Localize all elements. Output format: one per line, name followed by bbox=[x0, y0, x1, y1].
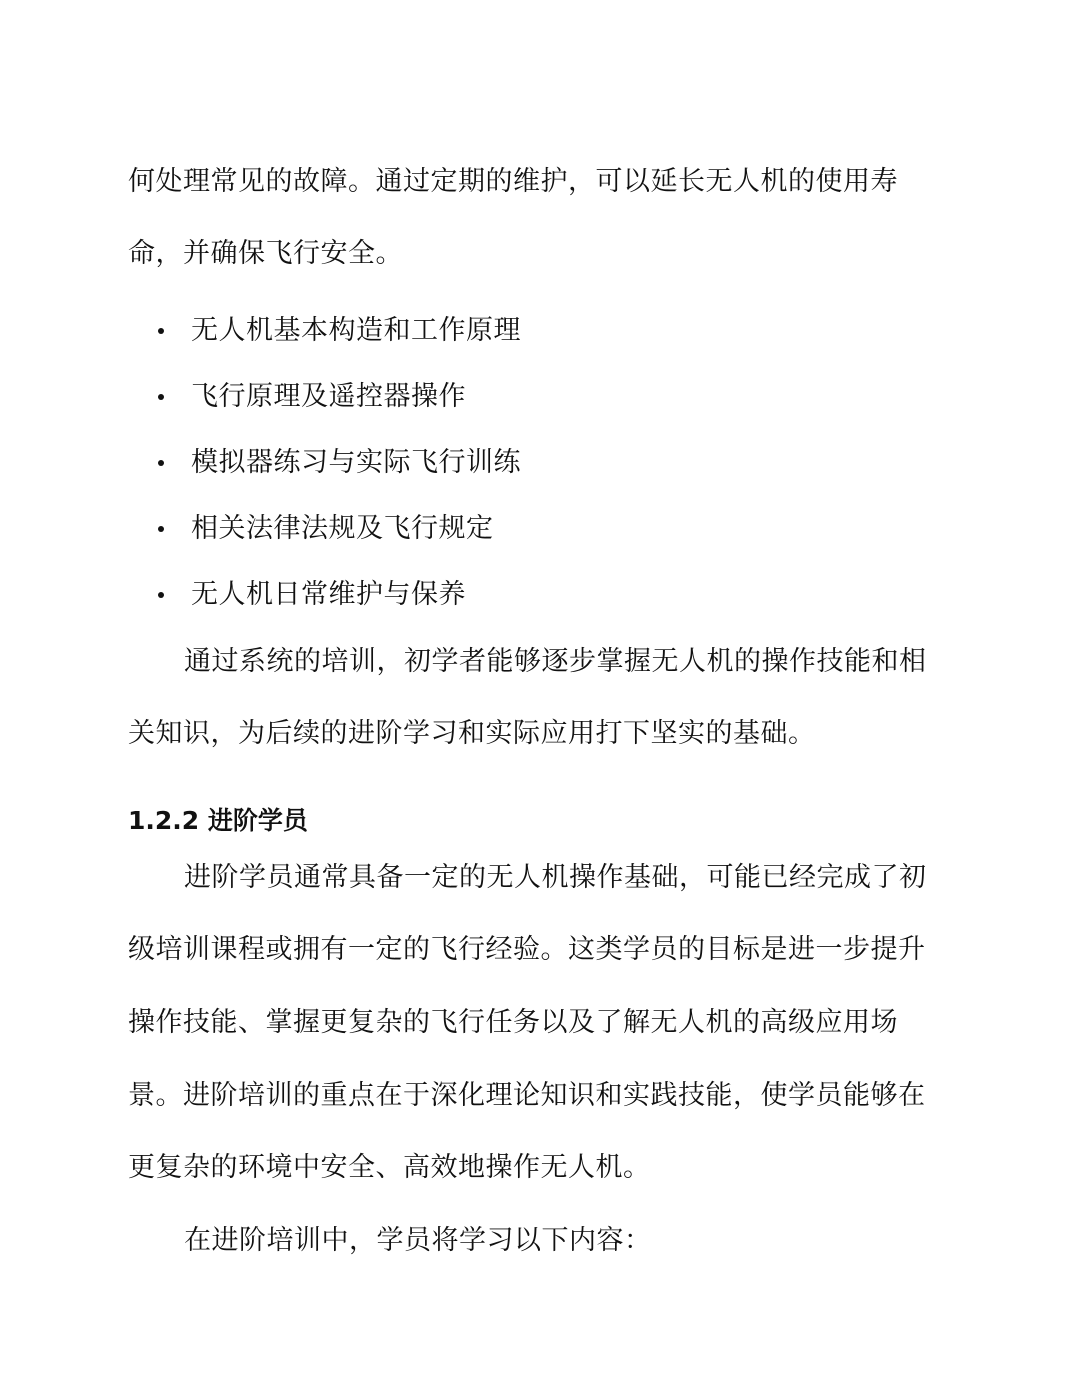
paragraph-3-line-1: 进阶学员通常具备一定的无人机操作基础，可能已经完成了初 bbox=[184, 862, 927, 893]
list-item-text: 相关法律法规及飞行规定 bbox=[191, 513, 494, 544]
bullet-icon bbox=[158, 394, 164, 400]
list-item-text: 模拟器练习与实际飞行训练 bbox=[191, 447, 521, 478]
bullet-icon bbox=[158, 526, 164, 532]
paragraph-2-line-2: 关知识，为后续的进阶学习和实际应用打下坚实的基础。 bbox=[128, 718, 816, 749]
bullet-icon bbox=[158, 460, 164, 466]
paragraph-2-line-1: 通过系统的培训，初学者能够逐步掌握无人机的操作技能和相 bbox=[184, 646, 927, 677]
list-item-text: 无人机日常维护与保养 bbox=[191, 579, 466, 610]
bullet-icon bbox=[158, 592, 164, 598]
section-heading: 1.2.2 进阶学员 bbox=[128, 806, 308, 835]
paragraph-1-line-1: 何处理常见的故障。通过定期的维护，可以延长无人机的使用寿 bbox=[128, 166, 898, 197]
paragraph-1-line-2: 命，并确保飞行安全。 bbox=[128, 238, 403, 269]
list-item-text: 无人机基本构造和工作原理 bbox=[191, 315, 521, 346]
paragraph-3-line-4: 景。进阶培训的重点在于深化理论知识和实践技能，使学员能够在 bbox=[128, 1080, 926, 1111]
paragraph-3-line-3: 操作技能、掌握更复杂的飞行任务以及了解无人机的高级应用场 bbox=[128, 1007, 898, 1038]
paragraph-3-line-5: 更复杂的环境中安全、高效地操作无人机。 bbox=[128, 1152, 651, 1183]
paragraph-3-line-2: 级培训课程或拥有一定的飞行经验。这类学员的目标是进一步提升 bbox=[128, 934, 926, 965]
paragraph-4-line-1: 在进阶培训中，学员将学习以下内容： bbox=[184, 1225, 652, 1256]
list-item-text: 飞行原理及遥控器操作 bbox=[191, 381, 466, 412]
bullet-icon bbox=[158, 328, 164, 334]
